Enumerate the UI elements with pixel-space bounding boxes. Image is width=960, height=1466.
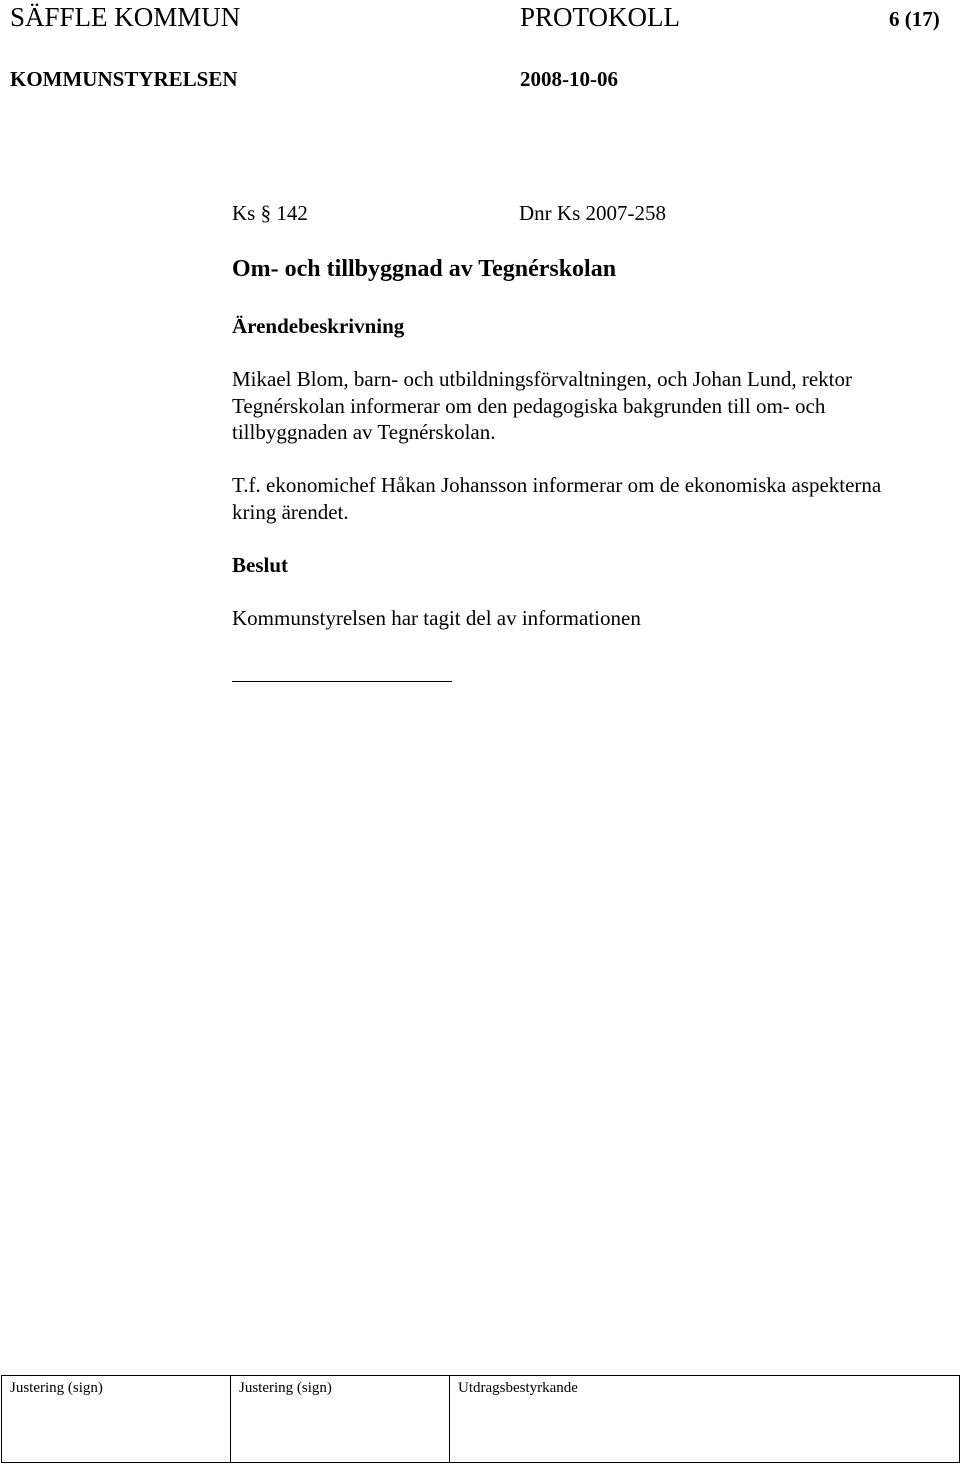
signature-label: Utdragsbestyrkande [458,1380,578,1396]
description-heading: Ärendebeskrivning [232,314,405,338]
signature-cell-justering-1 [2,1376,231,1463]
case-dnr: Dnr Ks 2007-258 [519,201,666,225]
signature-cell-utdrag [450,1376,960,1463]
end-rule [232,681,452,682]
decision-heading: Beslut [232,553,289,577]
description-paragraph-1 [232,366,952,446]
signature-label: Justering (sign) [239,1380,332,1396]
paragraph-line: Mikael Blom, barn- och utbildningsförvaltningen, och Johan Lund, rektor [232,367,852,391]
document-type: PROTOKOLL [520,2,681,32]
signature-cell-justering-2 [231,1376,450,1463]
case-number: Ks § 142 [232,201,308,225]
page-number: 6 (17) [889,7,940,31]
signature-table [1,1375,960,1463]
description-paragraph-2 [232,472,952,525]
paragraph-line: tillbyggnaden av Tegnérskolan. [232,420,496,444]
board-name: KOMMUNSTYRELSEN [10,67,238,91]
case-title: Om- och tillbyggnad av Tegnérskolan [232,256,617,282]
paragraph-line: Tegnérskolan informerar om den pedagogiska bakgrunden till om- och [232,393,826,418]
decision-text: Kommunstyrelsen har tagit del av informationen [232,606,641,630]
paragraph-line: kring ärendet. [232,499,349,524]
paragraph-line: T.f. ekonomichef Håkan Johansson informerar om de ekonomiska aspekterna [232,473,882,497]
signature-label: Justering (sign) [10,1380,103,1396]
municipality-name: SÄFFLE KOMMUN [10,2,241,32]
meeting-date: 2008-10-06 [520,67,618,91]
